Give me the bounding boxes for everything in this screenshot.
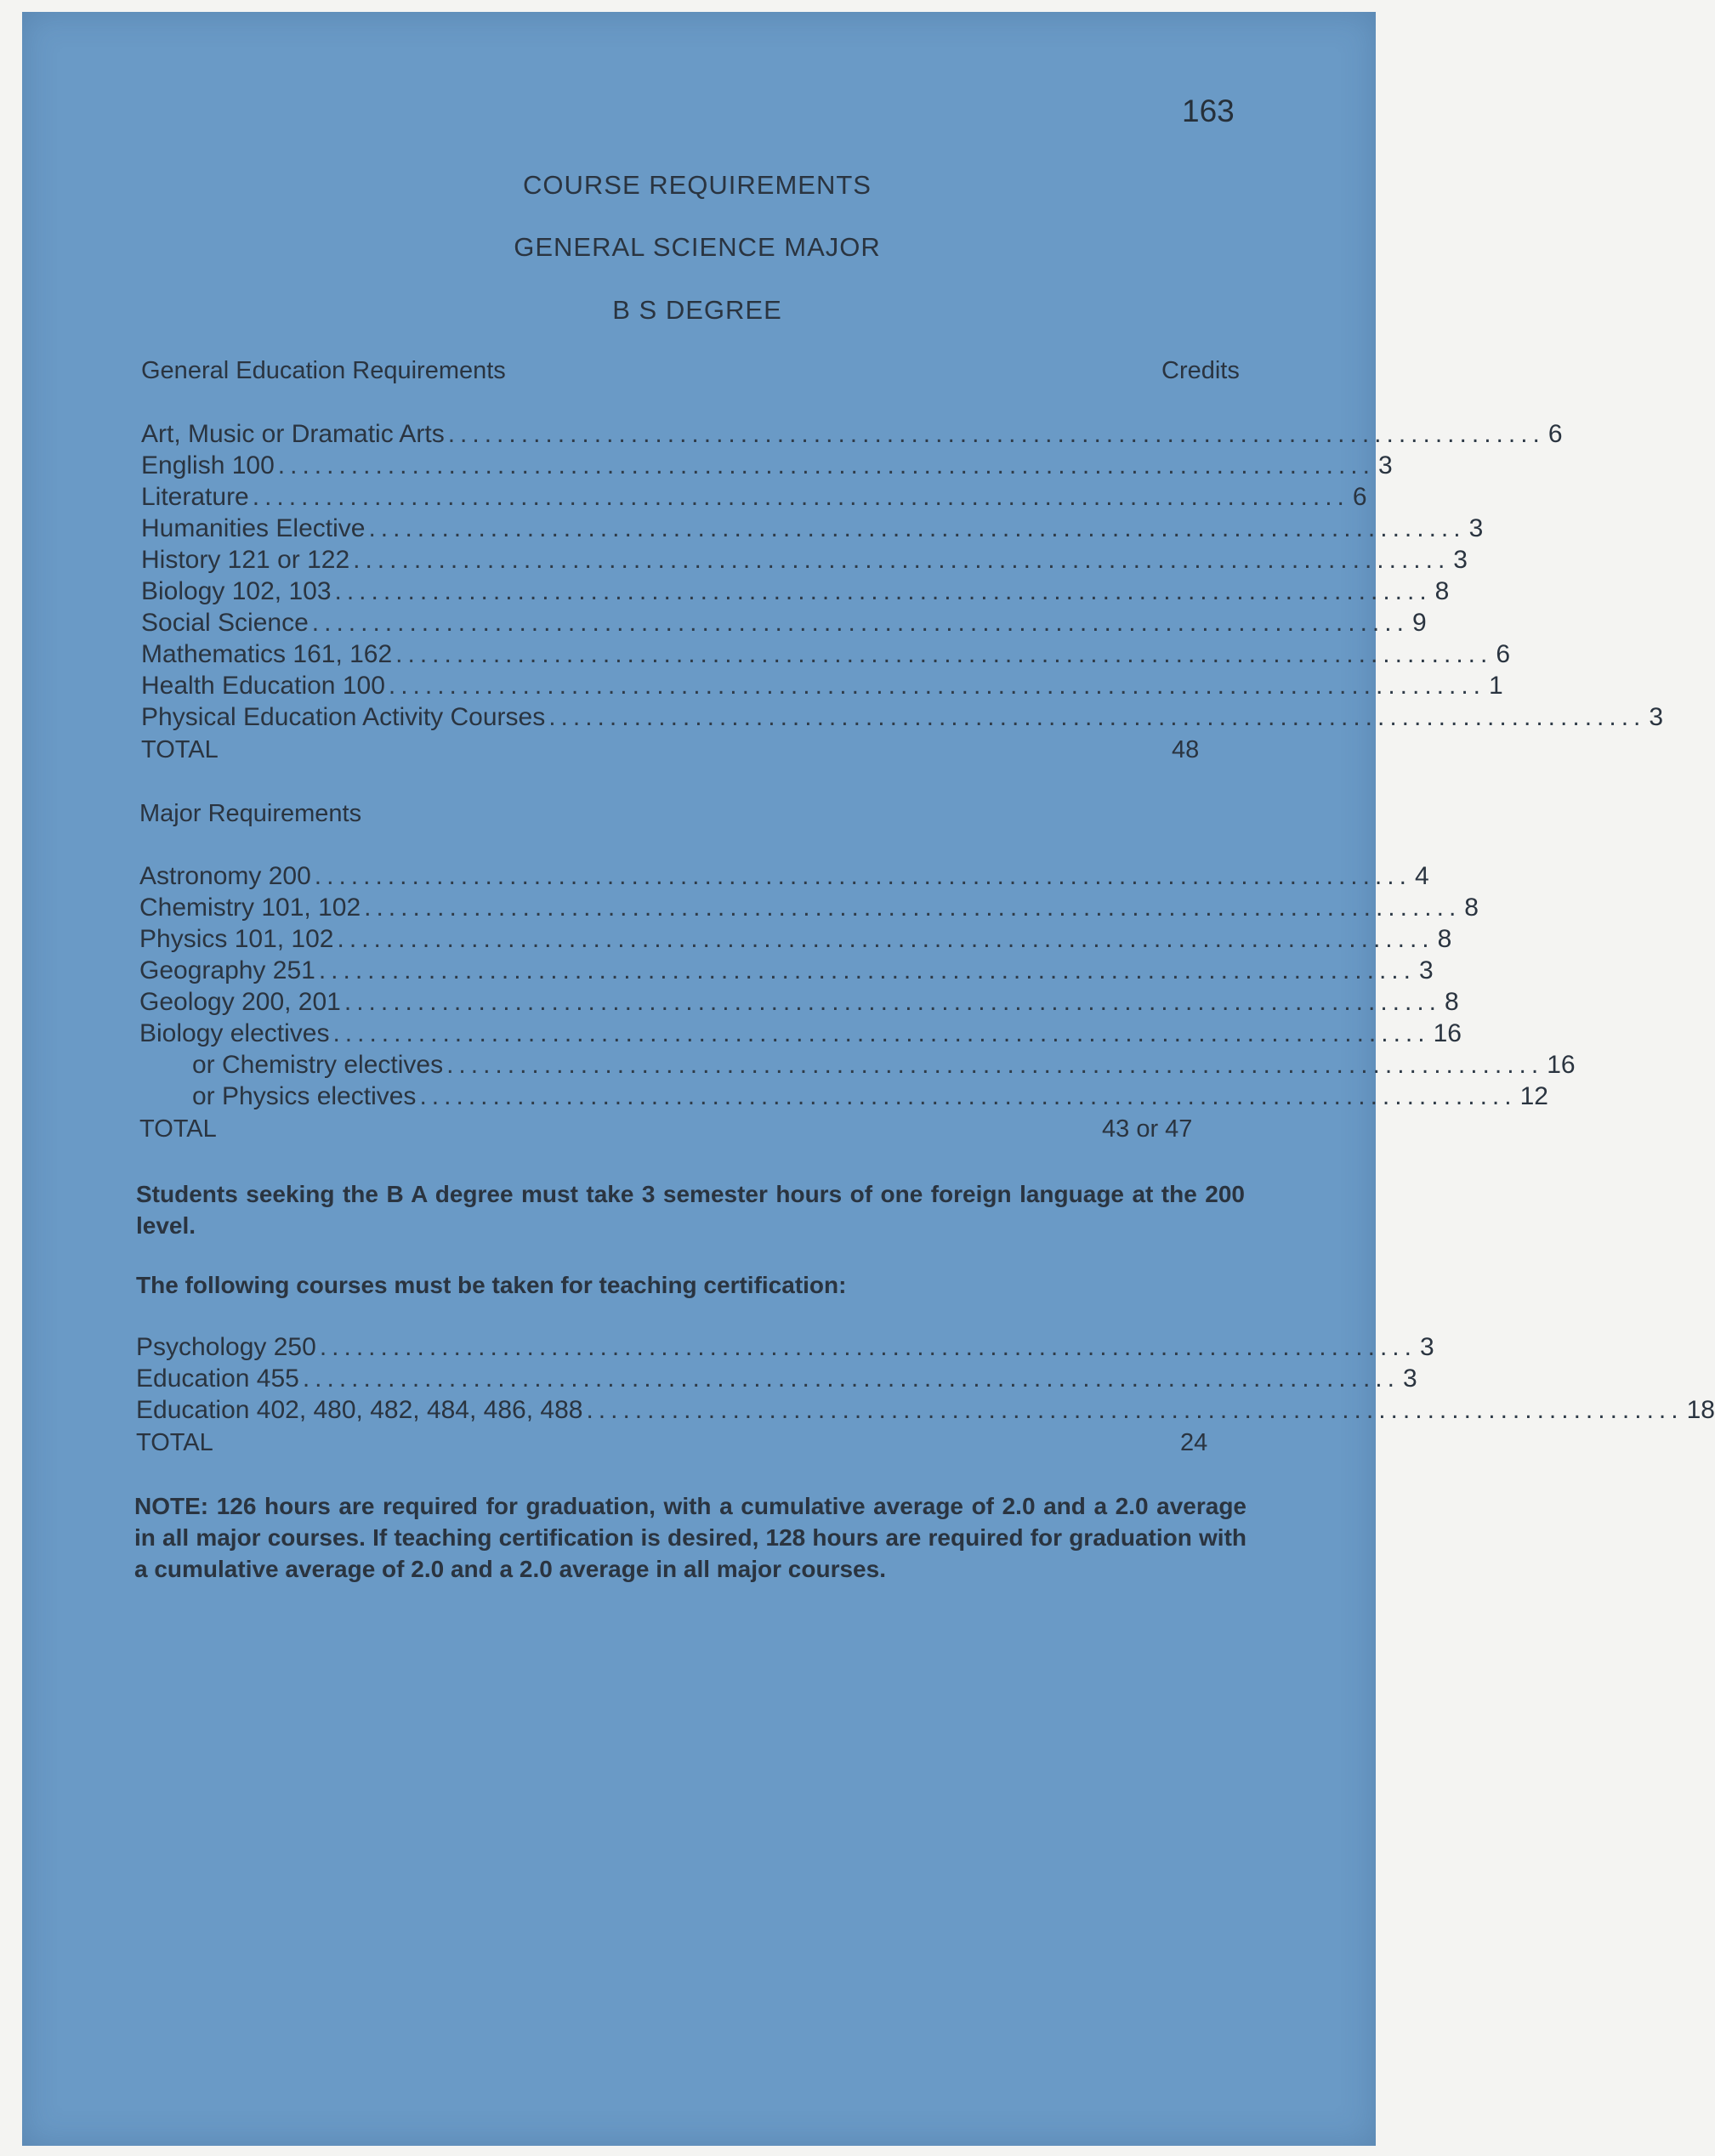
list-item (141, 483, 1367, 512)
list-item (141, 514, 1484, 543)
leader-dots: .......................................................................................... (334, 577, 1432, 605)
list-item (139, 956, 1434, 985)
major-total-value: 43 or 47 (1102, 1115, 1193, 1143)
course-label: Physical Education Activity Courses (141, 703, 546, 731)
leader-dots: .......................................................................................... (344, 988, 1442, 1016)
list-item (136, 1333, 1434, 1362)
list-item (141, 451, 1393, 480)
course-credits: 6 (1496, 640, 1511, 668)
list-item (139, 894, 1479, 922)
course-label: Mathematics 161, 162 (141, 640, 393, 668)
course-label: Social Science (141, 609, 309, 637)
list-item (136, 1396, 1715, 1425)
course-label: History 121 or 122 (141, 546, 350, 574)
general-education-total-label: TOTAL (141, 736, 219, 763)
list-item (141, 609, 1427, 638)
leader-dots: .......................................................................................... (586, 1396, 1684, 1424)
leader-dots: .......................................................................................... (388, 672, 1486, 700)
course-label: Humanities Elective (141, 514, 366, 542)
general-education-total-value: 48 (1172, 736, 1200, 763)
course-label: Astronomy 200 (139, 862, 311, 890)
course-label: Art, Music or Dramatic Arts (141, 420, 445, 448)
course-credits: 8 (1437, 925, 1452, 953)
course-credits: 6 (1352, 483, 1367, 511)
ba-degree-note: Students seeking the B A degree must take 3 semester hours of one foreign language at the 200 level. (136, 1181, 1245, 1239)
leader-dots: .......................................................................................... (314, 862, 1411, 890)
course-credits: 3 (1418, 956, 1434, 984)
list-item (141, 546, 1468, 575)
course-credits: 8 (1445, 988, 1459, 1016)
list-item (141, 672, 1503, 701)
leader-dots: .......................................................................................... (395, 640, 1493, 668)
course-credits: 3 (1649, 703, 1664, 731)
course-credits: 16 (1547, 1051, 1576, 1079)
leader-dots: .......................................................................................... (302, 1365, 1400, 1393)
graduation-note: NOTE: 126 hours are required for graduation, with a cumulative average of 2.0 and a 2.0 average in all major courses. If teaching certification is desired, 128 hours are required for graduation with a cumulative average of 2.0 and a 2.0 average in all major courses. (134, 1493, 1246, 1582)
leader-dots: .......................................................................................... (419, 1082, 1517, 1110)
course-credits: 4 (1414, 862, 1429, 890)
course-label: Health Education 100 (141, 672, 385, 700)
list-item (139, 1019, 1462, 1048)
course-label: Geography 251 (139, 956, 315, 984)
course-label: or Physics electives (192, 1082, 417, 1110)
course-credits: 3 (1377, 451, 1393, 479)
course-credits: 1 (1489, 672, 1503, 700)
course-label: Psychology 250 (136, 1333, 316, 1361)
teaching-certification-heading: The following courses must be taken for teaching certification: (136, 1272, 847, 1298)
list-item (192, 1082, 1548, 1111)
list-item (141, 703, 1664, 732)
course-label: Geology 200, 201 (139, 988, 341, 1016)
leader-dots: .......................................................................................... (319, 1333, 1417, 1361)
leader-dots: .......................................................................................... (252, 483, 1349, 511)
leader-dots: .......................................................................................... (318, 956, 1416, 984)
leader-dots: .......................................................................................... (447, 420, 1545, 448)
course-label: Literature (141, 483, 249, 511)
list-item (141, 577, 1450, 606)
course-label: Biology 102, 103 (141, 577, 332, 605)
list-item (139, 988, 1459, 1017)
course-credits: 12 (1519, 1082, 1548, 1110)
list-item (136, 1365, 1417, 1393)
title-degree: B S DEGREE (612, 295, 782, 325)
course-credits: 3 (1402, 1365, 1417, 1393)
leader-dots: .......................................................................................... (364, 894, 1462, 922)
course-label: Chemistry 101, 102 (139, 894, 361, 922)
list-item (141, 640, 1511, 669)
course-label: Education 455 (136, 1365, 299, 1393)
course-label: or Chemistry electives (192, 1051, 444, 1079)
list-item (139, 925, 1452, 954)
course-credits: 16 (1433, 1019, 1462, 1047)
course-label: Education 402, 480, 482, 484, 486, 488 (136, 1396, 583, 1424)
teaching-total-label: TOTAL (136, 1429, 213, 1456)
course-label: Physics 101, 102 (139, 925, 334, 953)
leader-dots: .......................................................................................... (277, 451, 1375, 479)
leader-dots: .......................................................................................... (368, 514, 1466, 542)
course-credits: 8 (1434, 577, 1450, 605)
title-course-requirements: COURSE REQUIREMENTS (523, 170, 872, 200)
leader-dots: .......................................................................................... (337, 925, 1434, 953)
course-credits: 3 (1453, 546, 1468, 574)
course-label: English 100 (141, 451, 275, 479)
leader-dots: .......................................................................................... (332, 1019, 1430, 1047)
list-item (192, 1051, 1576, 1080)
general-education-heading: General Education Requirements (141, 357, 506, 384)
course-credits: 18 (1686, 1396, 1715, 1424)
leader-dots: .......................................................................................... (353, 546, 1451, 574)
list-item (141, 420, 1563, 449)
leader-dots: .......................................................................................... (311, 609, 1409, 637)
leader-dots: .......................................................................................... (446, 1051, 1544, 1079)
major-total-label: TOTAL (139, 1115, 217, 1143)
course-credits: 3 (1419, 1333, 1434, 1361)
credits-heading: Credits (1161, 357, 1240, 384)
course-credits: 6 (1547, 420, 1563, 448)
list-item (139, 862, 1429, 891)
course-label: Biology electives (139, 1019, 330, 1047)
leader-dots: .......................................................................................... (548, 703, 1646, 731)
title-major: GENERAL SCIENCE MAJOR (514, 232, 881, 262)
course-credits: 9 (1411, 609, 1427, 637)
page-number: 163 (1182, 94, 1235, 128)
course-credits: 3 (1468, 514, 1484, 542)
major-requirements-heading: Major Requirements (139, 800, 362, 827)
teaching-total-value: 24 (1180, 1429, 1208, 1456)
course-credits: 8 (1464, 894, 1479, 922)
